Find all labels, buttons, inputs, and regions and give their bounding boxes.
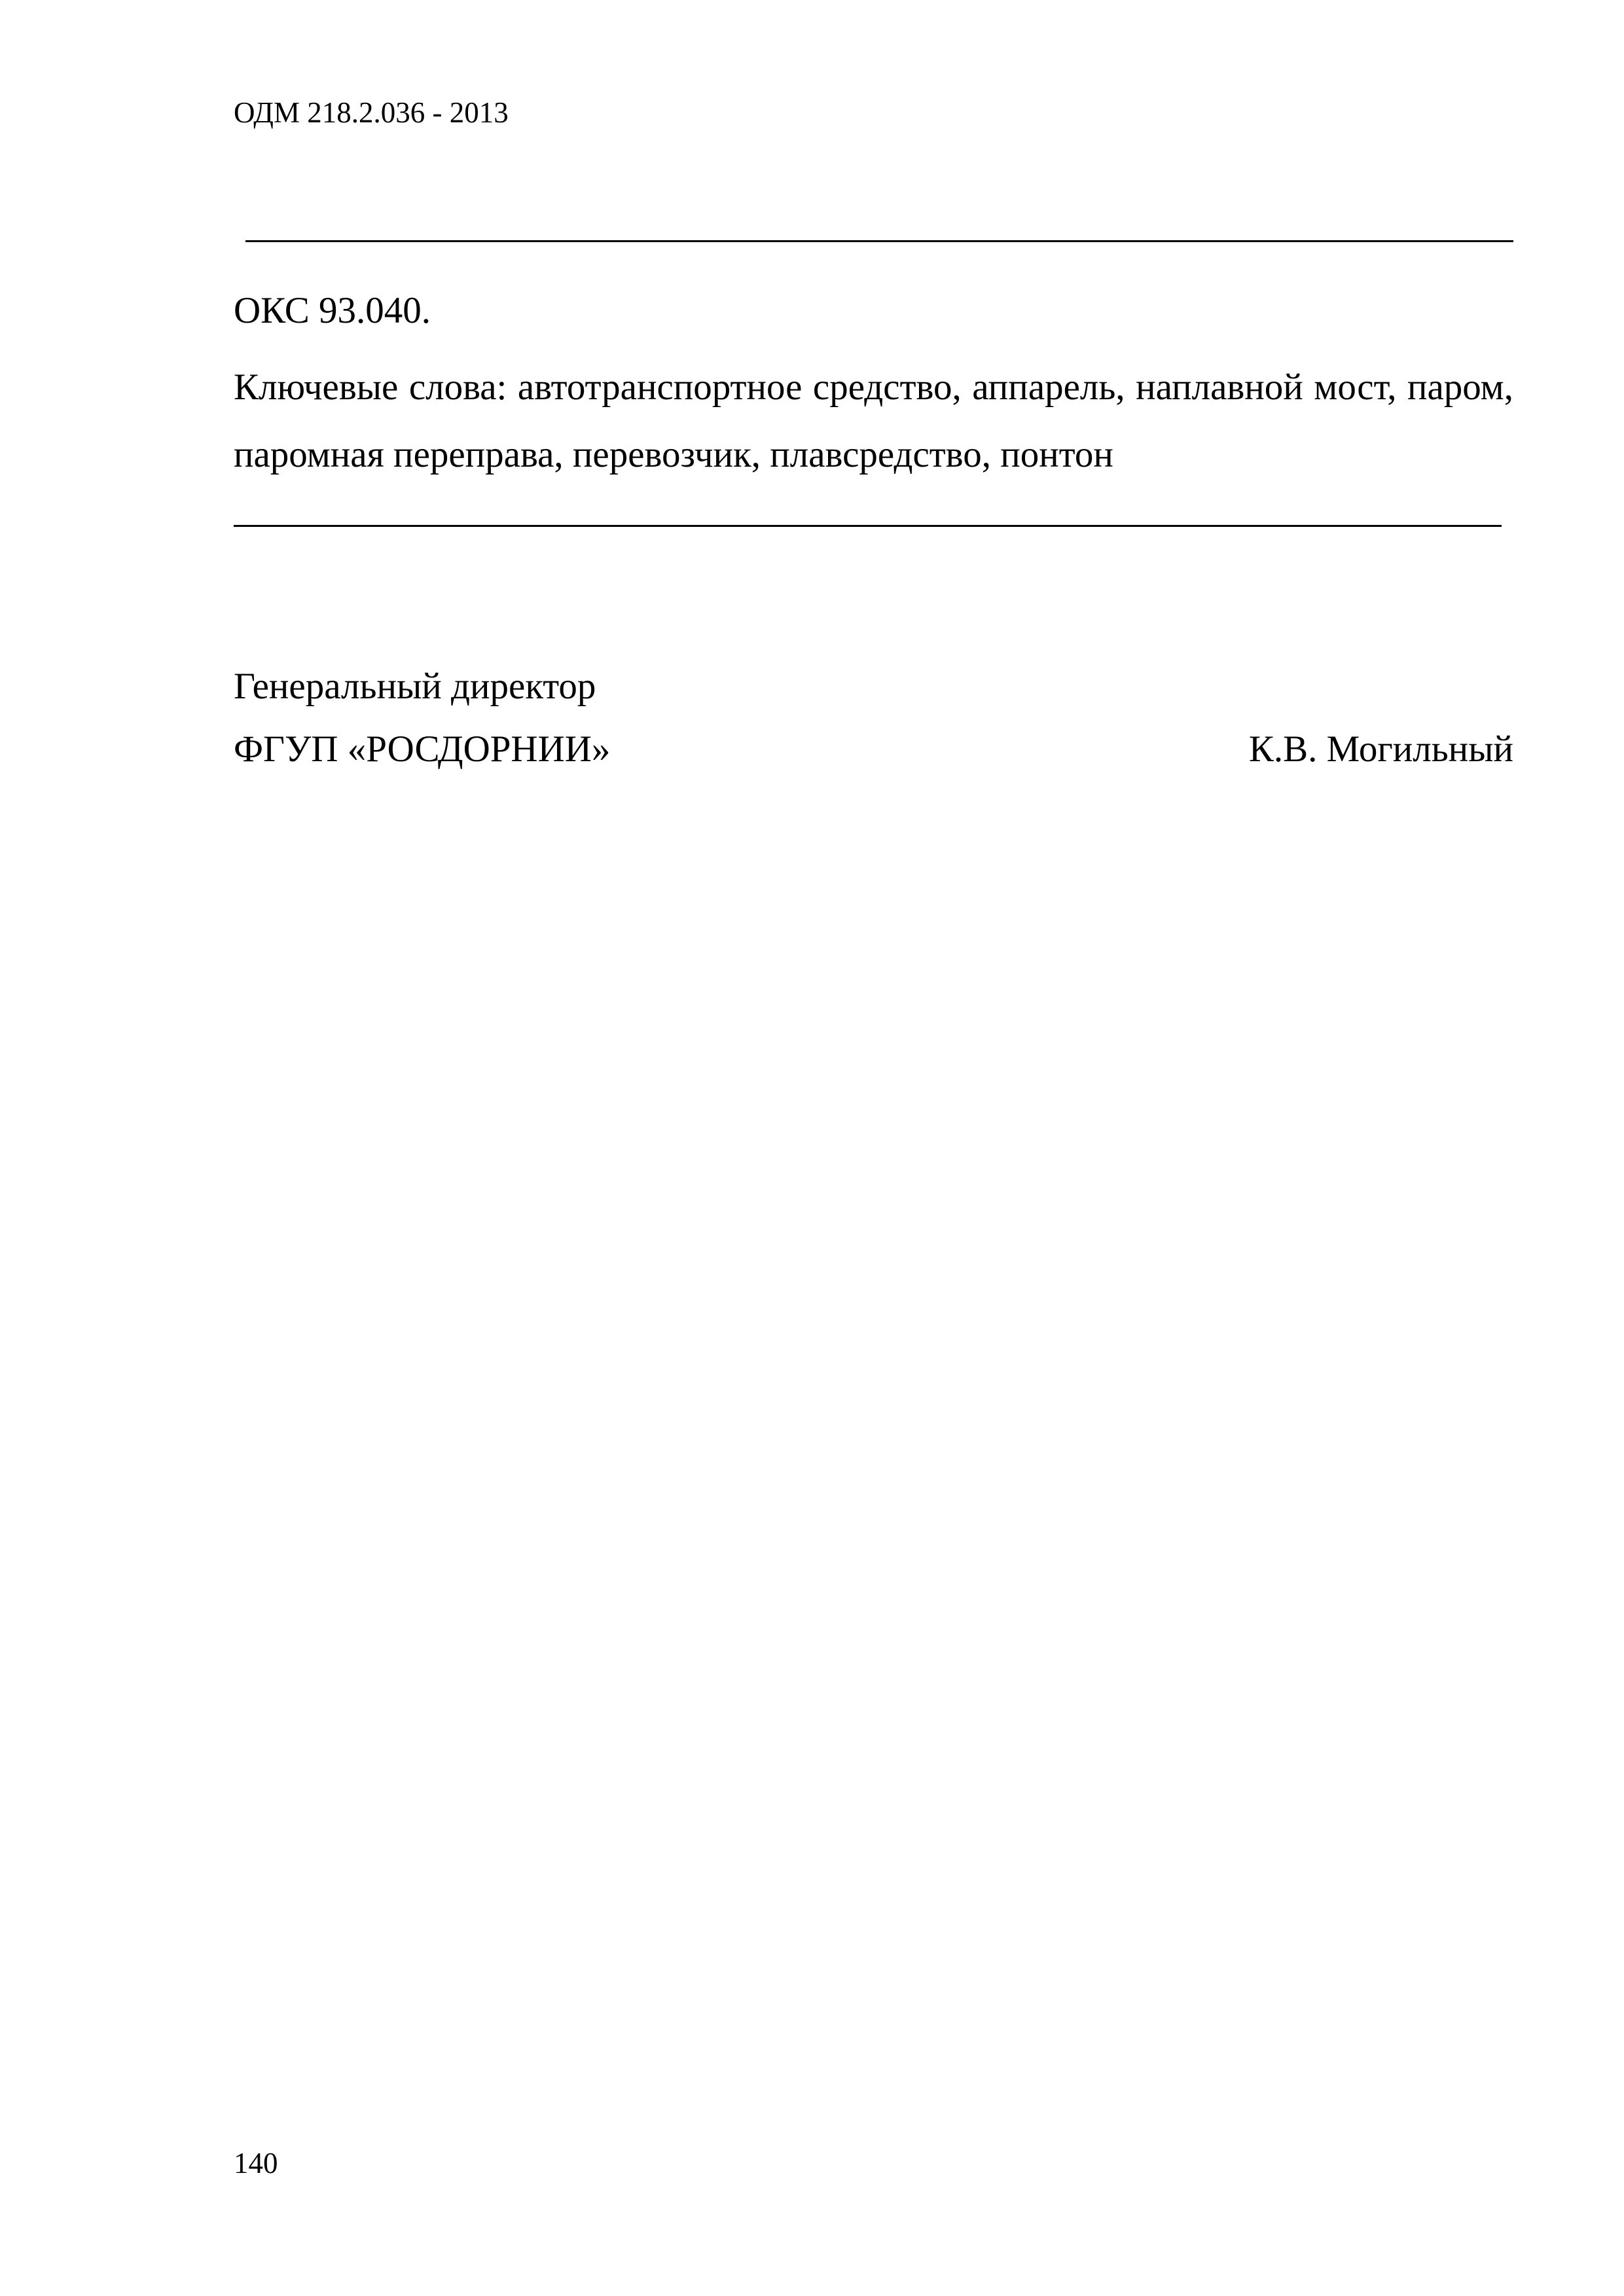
keywords-paragraph: Ключевые слова: автотранспортное средство, аппарель, наплавной мост, паром, паромная переправа, перевозчик, плавсредство, понтон [234, 367, 1513, 475]
signatory-name: К.В. Могильный [1248, 728, 1513, 770]
top-divider [245, 240, 1513, 242]
bottom-divider [234, 525, 1502, 527]
signature-row [234, 730, 1513, 768]
page-number: 140 [234, 2147, 278, 2179]
signatory-organization: ФГУП «РОСДОРНИИ» [234, 728, 611, 770]
document-code: ОДМ 218.2.036 - 2013 [234, 96, 509, 129]
oks-classification: ОКС 93.040. [234, 290, 431, 331]
signatory-position: Генеральный директор [234, 666, 596, 707]
